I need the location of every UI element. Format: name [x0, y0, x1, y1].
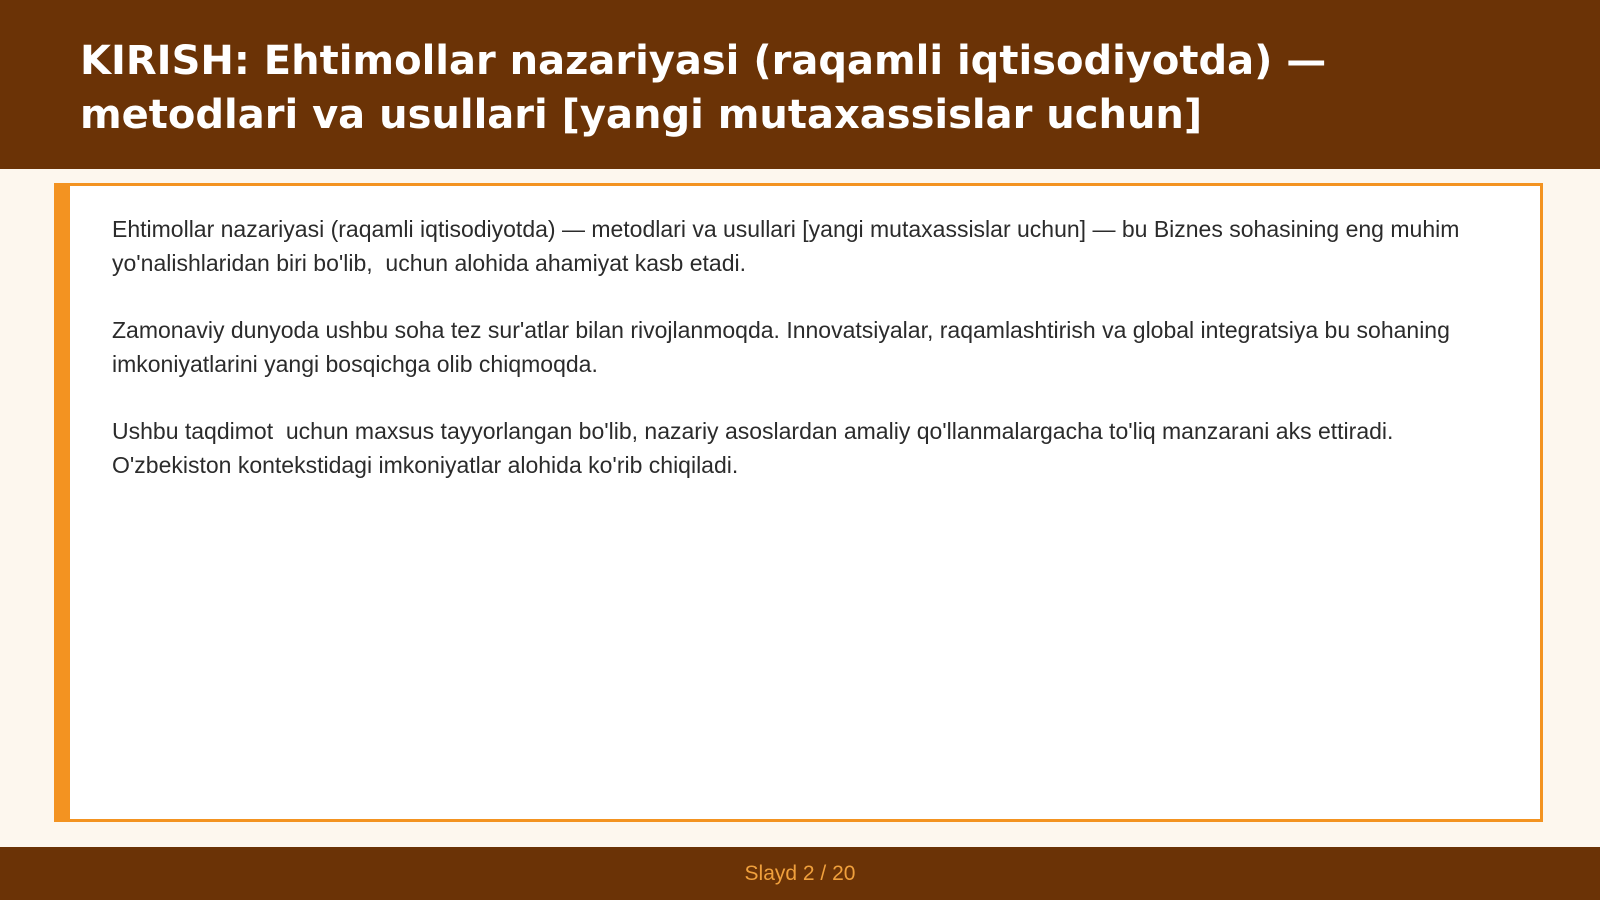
paragraph-modern-world: Zamonaviy dunyoda ushbu soha tez sur'atlar bilan rivojlanmoqda. Innovatsiyalar, raqamlashtirish va global integratsiya bu sohaning imkoniyatlarini yangi bosqichga olib chiqmoqda. [112, 317, 1457, 377]
slide-number: Slayd 2 / 20 [744, 862, 856, 885]
slide-footer [0, 847, 1600, 900]
slide-title: KIRISH: Ehtimollar nazariyasi (raqamli iqtisodiyotda) — metodlari va usullari [yangi mutaxassislar uchun] [80, 38, 1327, 138]
paragraph-intro: Ehtimollar nazariyasi (raqamli iqtisodiyotda) — metodlari va usullari [yangi mutaxassislar uchun] — bu Biznes sohasining eng muhim yo'nalishlaridan biri bo'lib, uchun alohida ahamiyat kasb etadi. [112, 216, 1466, 276]
paragraph-presentation: Ushbu taqdimot uchun maxsus tayyorlangan bo'lib, nazariy asoslardan amaliy qo'llanmalargacha to'liq manzarani aks ettiradi. O'zbekiston kontekstidagi imkoniyatlar alohida ko'rib chiqiladi. [112, 418, 1400, 478]
content-text [112, 212, 1492, 515]
slide-header [0, 0, 1600, 169]
